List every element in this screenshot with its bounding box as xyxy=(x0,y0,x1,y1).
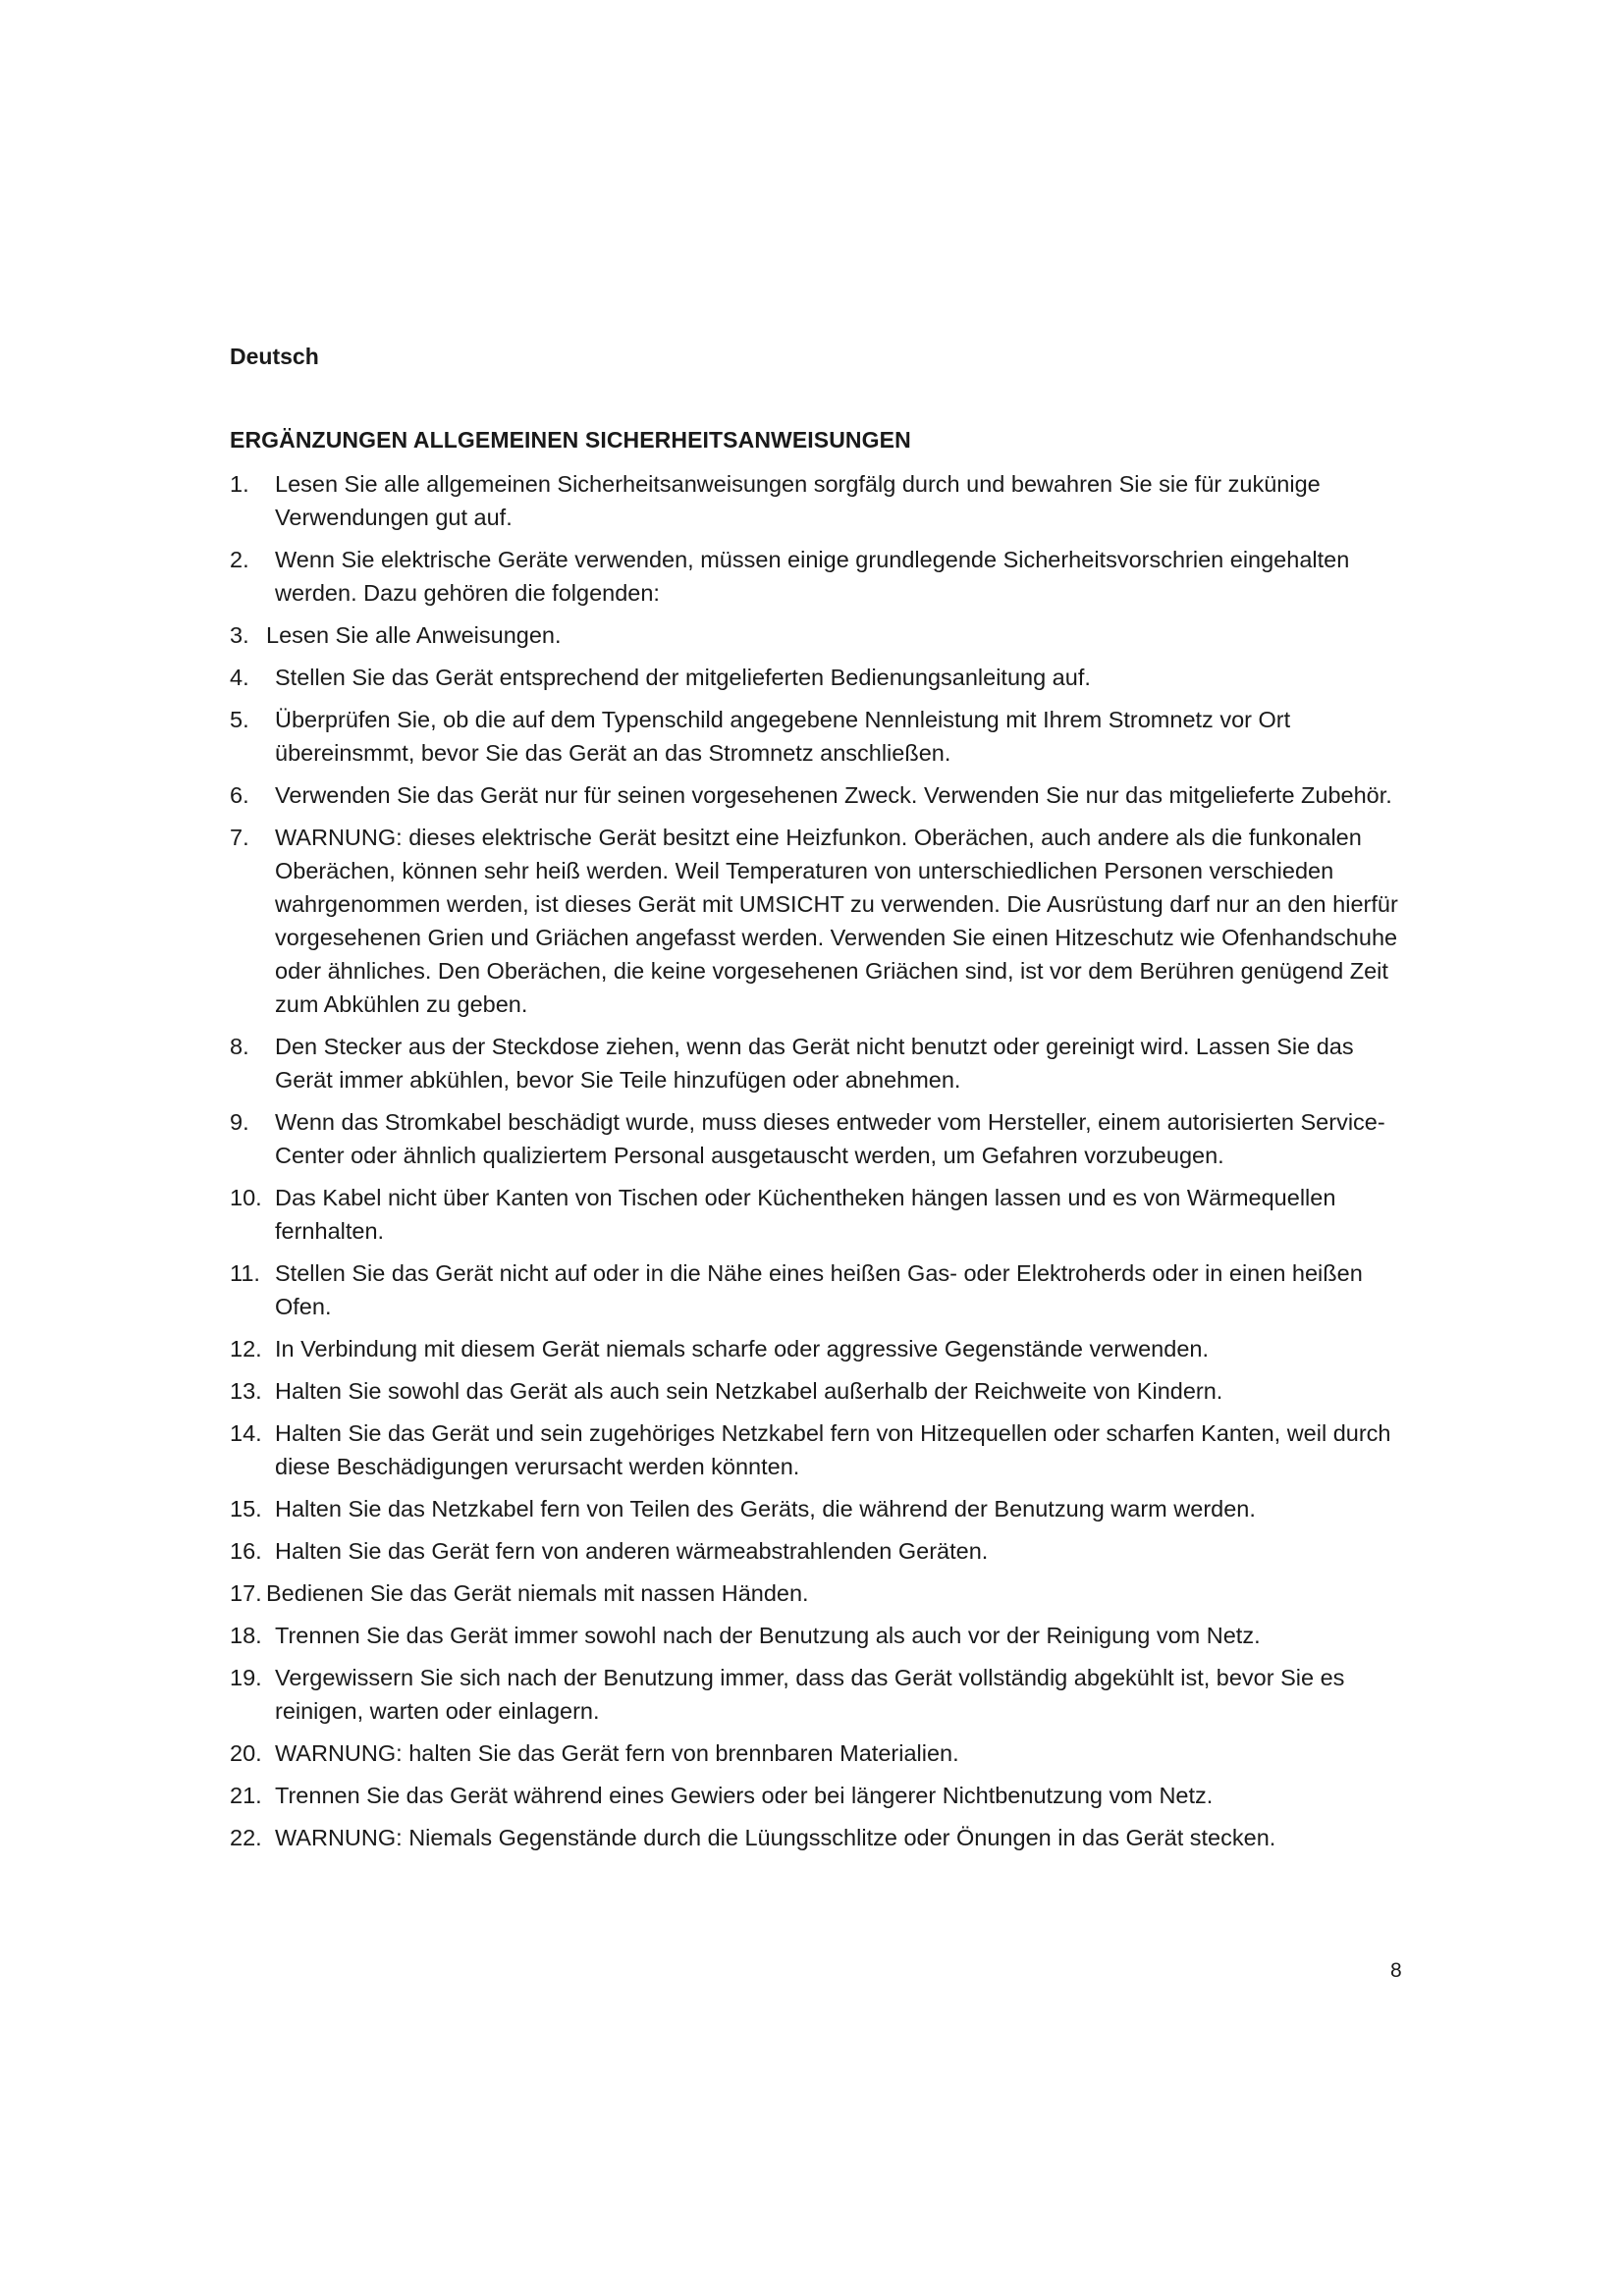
item-number: 5. xyxy=(230,707,249,732)
item-number: 10. xyxy=(230,1185,262,1210)
item-number: 6. xyxy=(230,782,249,808)
item-number: 14. xyxy=(230,1420,262,1446)
item-number: 18. xyxy=(230,1623,262,1648)
list-item xyxy=(230,467,1408,534)
list-item xyxy=(230,1181,1408,1248)
list-item xyxy=(230,1779,1408,1812)
language-heading: Deutsch xyxy=(230,344,319,369)
item-number: 1. xyxy=(230,471,249,497)
item-number: 8. xyxy=(230,1034,249,1059)
section-title: ERGÄNZUNGEN ALLGEMEINEN SICHERHEITSANWEISUNGEN xyxy=(230,427,911,453)
list-item xyxy=(230,1105,1408,1172)
item-number: 3. xyxy=(230,622,249,648)
list-item xyxy=(230,1416,1408,1483)
item-text: Halten Sie das Netzkabel fern von Teilen des Geräts, die während der Benutzung warm werden. xyxy=(275,1496,1256,1522)
list-item xyxy=(230,1374,1408,1408)
item-number: 19. xyxy=(230,1665,262,1690)
item-number: 2. xyxy=(230,547,249,572)
item-text: Das Kabel nicht über Kanten von Tischen oder Küchentheken hängen lassen und es von Wärmequellen fernhalten. xyxy=(275,1185,1336,1244)
list-item xyxy=(230,1030,1408,1096)
item-text: In Verbindung mit diesem Gerät niemals scharfe oder aggressive Gegenstände verwenden. xyxy=(275,1336,1209,1362)
item-text: Halten Sie das Gerät und sein zugehöriges Netzkabel fern von Hitzequellen oder scharfen Kanten, weil durch diese Beschädigungen verursacht werden könnten. xyxy=(275,1420,1391,1479)
item-text: Halten Sie das Gerät fern von anderen wärmeabstrahlenden Geräten. xyxy=(275,1538,989,1564)
item-number: 9. xyxy=(230,1109,249,1135)
list-item xyxy=(230,543,1408,610)
list-item xyxy=(230,1619,1408,1652)
item-text: Wenn Sie elektrische Geräte verwenden, müssen einige grundlegende Sicherheitsvorschrien eingehalten werden. Dazu gehören die folgenden: xyxy=(275,547,1350,606)
item-number: 12. xyxy=(230,1336,262,1362)
item-text: Wenn das Stromkabel beschädigt wurde, muss dieses entweder vom Hersteller, einem autorisierten Service-Center oder ähnlich qualiziertem Personal ausgetauscht werden, um Gefahren vorzubeugen. xyxy=(275,1109,1385,1168)
list-item xyxy=(230,1821,1408,1854)
item-text: WARNUNG: halten Sie das Gerät fern von brennbaren Materialien. xyxy=(275,1740,959,1766)
list-item xyxy=(230,1576,1408,1610)
list-item xyxy=(230,1256,1408,1323)
item-text: Trennen Sie das Gerät während eines Gewiers oder bei längerer Nichtbenutzung vom Netz. xyxy=(275,1783,1214,1808)
list-item xyxy=(230,1534,1408,1568)
list-item xyxy=(230,618,1408,652)
list-item xyxy=(230,821,1408,1021)
item-text: WARNUNG: dieses elektrische Gerät besitzt eine Heizfunkon. Oberächen, auch andere als die funkonalen Oberächen, können sehr heiß werden. Weil Temperaturen von unterschiedlichen Personen verschieden wahrgenommen werden, ist dieses Gerät mit UMSICHT zu verwenden. Die Ausrüstung darf nur an den hierfür vorgesehenen Grien und Griächen angefasst werden. Verwenden Sie einen Hitzeschutz wie Ofenhandschuhe oder ähnliches. Den Oberächen, die keine vorgesehenen Griächen sind, ist vor dem Berühren genügend Zeit zum Abkühlen zu geben. xyxy=(275,825,1398,1017)
list-item xyxy=(230,778,1408,812)
item-text: Den Stecker aus der Steckdose ziehen, wenn das Gerät nicht benutzt oder gereinigt wird. Lassen Sie das Gerät immer abkühlen, bevor Sie Teile hinzufügen oder abnehmen. xyxy=(275,1034,1354,1093)
item-text: Lesen Sie alle Anweisungen. xyxy=(266,622,562,648)
safety-instructions-list xyxy=(230,467,1408,1863)
item-text: WARNUNG: Niemals Gegenstände durch die Lüungsschlitze oder Önungen in das Gerät stecken. xyxy=(275,1825,1276,1850)
item-text: Stellen Sie das Gerät nicht auf oder in die Nähe eines heißen Gas- oder Elektroherds oder in einen heißen Ofen. xyxy=(275,1260,1363,1319)
item-text: Halten Sie sowohl das Gerät als auch sein Netzkabel außerhalb der Reichweite von Kindern. xyxy=(275,1378,1223,1404)
item-text: Überprüfen Sie, ob die auf dem Typenschild angegebene Nennleistung mit Ihrem Stromnetz vor Ort übereinsmmt, bevor Sie das Gerät an das Stromnetz anschließen. xyxy=(275,707,1291,766)
item-number: 21. xyxy=(230,1783,262,1808)
list-item xyxy=(230,1332,1408,1365)
item-number: 4. xyxy=(230,665,249,690)
item-number: 7. xyxy=(230,825,249,850)
item-text: Bedienen Sie das Gerät niemals mit nassen Händen. xyxy=(266,1580,809,1606)
page-number: 8 xyxy=(1390,1959,1402,1982)
item-text: Stellen Sie das Gerät entsprechend der mitgelieferten Bedienungsanleitung auf. xyxy=(275,665,1091,690)
item-number: 15. xyxy=(230,1496,262,1522)
list-item xyxy=(230,661,1408,694)
item-number: 11. xyxy=(230,1260,260,1286)
list-item xyxy=(230,1492,1408,1525)
list-item xyxy=(230,1661,1408,1728)
item-number: 22. xyxy=(230,1825,262,1850)
item-number: 16. xyxy=(230,1538,262,1564)
item-text: Lesen Sie alle allgemeinen Sicherheitsanweisungen sorgfälg durch und bewahren Sie sie für zukünige Verwendungen gut auf. xyxy=(275,471,1321,530)
item-number: 20. xyxy=(230,1740,262,1766)
item-text: Trennen Sie das Gerät immer sowohl nach der Benutzung als auch vor der Reinigung vom Netz. xyxy=(275,1623,1261,1648)
item-text: Vergewissern Sie sich nach der Benutzung immer, dass das Gerät vollständig abgekühlt ist, bevor Sie es reinigen, warten oder einlagern. xyxy=(275,1665,1345,1724)
item-number: 13. xyxy=(230,1378,262,1404)
list-item xyxy=(230,703,1408,770)
item-number: 17. xyxy=(230,1580,262,1606)
list-item xyxy=(230,1736,1408,1770)
item-text: Verwenden Sie das Gerät nur für seinen vorgesehenen Zweck. Verwenden Sie nur das mitgelieferte Zubehör. xyxy=(275,782,1392,808)
